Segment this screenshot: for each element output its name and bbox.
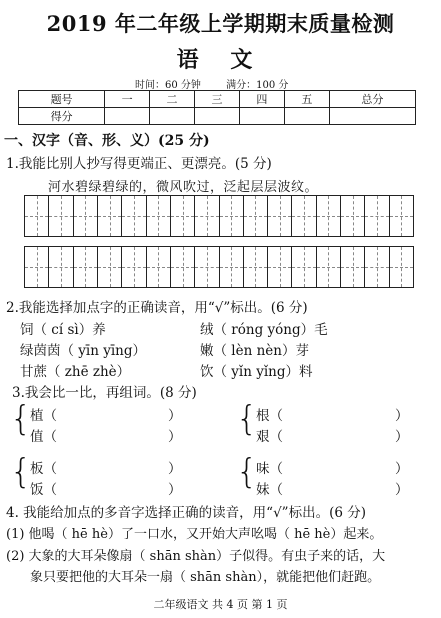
close-paren: ）: [168, 461, 182, 477]
grid-cell: [147, 196, 171, 236]
exam-info: [135, 76, 310, 91]
score-cell: [105, 108, 150, 125]
grid-cell: [122, 196, 146, 236]
question-4-line-1: (1) 他喝（ hē hè）了一口水，又开始大声吆喝（ hē hè）起来。: [6, 527, 383, 542]
compare-char-row: 值（: [30, 429, 57, 445]
question-4-line-3: 象只要把他的大耳朵一扇（ shān shàn），就能把他们赶跑。: [30, 570, 381, 585]
compare-char-row: 饭（: [30, 482, 57, 498]
grid-cell: [171, 196, 195, 236]
score-cell: 题号: [19, 91, 105, 108]
left-brace: {: [236, 399, 258, 439]
left-brace: {: [10, 452, 32, 492]
pinyin-item: 绿茵茵（ yīn yīng）: [20, 343, 147, 359]
grid-cell: [98, 196, 122, 236]
grid-cell: [365, 247, 389, 287]
grid-cell: [25, 247, 49, 287]
grid-cell: [317, 247, 341, 287]
grid-cell: [390, 196, 413, 236]
grid-cell: [341, 196, 365, 236]
grid-cell: [122, 247, 146, 287]
compare-char: 植: [30, 408, 44, 424]
compare-char: 值: [30, 429, 44, 445]
grid-cell: [49, 247, 73, 287]
compare-char: 妹: [256, 482, 270, 498]
question-2-prompt: 2.我能选择加点字的正确读音，用“√”标出。(6 分): [6, 300, 308, 316]
grid-cell: [220, 247, 244, 287]
close-paren: ）: [168, 482, 182, 498]
compare-char: 板: [30, 461, 44, 477]
pinyin-item: 绒（ róng yóng）毛: [200, 322, 328, 338]
grid-cell: [74, 196, 98, 236]
compare-char-row: 根（: [256, 408, 283, 424]
grid-cell: [268, 247, 292, 287]
pinyin-item: 饲（ cí sì）养: [20, 322, 106, 338]
grid-cell: [244, 247, 268, 287]
left-brace: {: [10, 399, 32, 439]
grid-cell: [390, 247, 413, 287]
grid-cell: [317, 196, 341, 236]
score-table-score-row: [19, 108, 416, 125]
grid-cell: [147, 247, 171, 287]
page-footer: 二年级语文 共 4 页 第 1 页: [153, 598, 288, 611]
question-3-prompt: 3.我会比一比，再组词。(8 分): [12, 385, 197, 401]
grid-cell: [195, 247, 219, 287]
pinyin-item: 饮（ yǐn yǐng）料: [200, 364, 313, 380]
score-cell: [195, 108, 240, 125]
score-cell: [150, 108, 195, 125]
question-4-prompt: 4. 我能给加点的多音字选择正确的读音，用“√”标出。(6 分): [6, 505, 366, 521]
grid-cell: [341, 247, 365, 287]
score-cell: 得分: [19, 108, 105, 125]
question-1-prompt: 1.我能比别人抄写得更端正、更漂亮。(5 分): [6, 156, 272, 172]
grid-cell: [268, 196, 292, 236]
compare-char-row: 妹（: [256, 482, 283, 498]
compare-char-row: 板（: [30, 461, 57, 477]
grid-cell: [25, 196, 49, 236]
score-cell: 五: [284, 91, 329, 108]
score-cell: [284, 108, 329, 125]
writing-grid-row-2: [24, 246, 414, 288]
writing-grid-row-1: [24, 195, 414, 237]
pinyin-item: 嫩（ lèn nèn）芽: [200, 343, 309, 359]
grid-cell: [98, 247, 122, 287]
grid-cell: [195, 196, 219, 236]
close-paren: ）: [168, 429, 182, 445]
score-cell: 总分: [329, 91, 415, 108]
exam-title: 2019 年二年级上学期期末质量检测: [46, 11, 395, 36]
compare-char: 味: [256, 461, 270, 477]
pinyin-item: 甘蔗（ zhē zhè）: [20, 364, 131, 380]
close-paren: ）: [395, 461, 409, 477]
close-paren: ）: [168, 408, 182, 424]
compare-char-row: 味（: [256, 461, 283, 477]
grid-cell: [365, 196, 389, 236]
left-brace: {: [236, 452, 258, 492]
score-table: [18, 90, 416, 125]
compare-char: 饭: [30, 482, 44, 498]
close-paren: ）: [395, 408, 409, 424]
compare-char-row: 植（: [30, 408, 57, 424]
score-table-header-row: [19, 91, 416, 108]
score-cell: 三: [195, 91, 240, 108]
grid-cell: [171, 247, 195, 287]
question-4-line-2: (2) 大象的大耳朵像扇（ shān shàn）子似得。有虫子来的话，大: [6, 549, 386, 564]
close-paren: ）: [395, 482, 409, 498]
close-paren: ）: [395, 429, 409, 445]
score-cell: [239, 108, 284, 125]
grid-cell: [220, 196, 244, 236]
grid-cell: [292, 196, 316, 236]
score-cell: 四: [239, 91, 284, 108]
score-cell: [329, 108, 415, 125]
grid-cell: [49, 196, 73, 236]
full-score: 满分：100 分: [226, 80, 289, 91]
section-1-title: 一、汉字（音、形、义）(25 分): [4, 133, 210, 149]
compare-char: 艰: [256, 429, 270, 445]
compare-char-row: 艰（: [256, 429, 283, 445]
score-cell: 二: [150, 91, 195, 108]
grid-cell: [292, 247, 316, 287]
grid-cell: [74, 247, 98, 287]
grid-cell: [244, 196, 268, 236]
time-limit: 时间：60 分钟: [135, 80, 201, 91]
subject-title: 语 文: [176, 47, 265, 73]
score-cell: 一: [105, 91, 150, 108]
copy-sentence: 河水碧绿碧绿的，微风吹过，泛起层层波纹。: [48, 180, 319, 195]
compare-char: 根: [256, 408, 270, 424]
